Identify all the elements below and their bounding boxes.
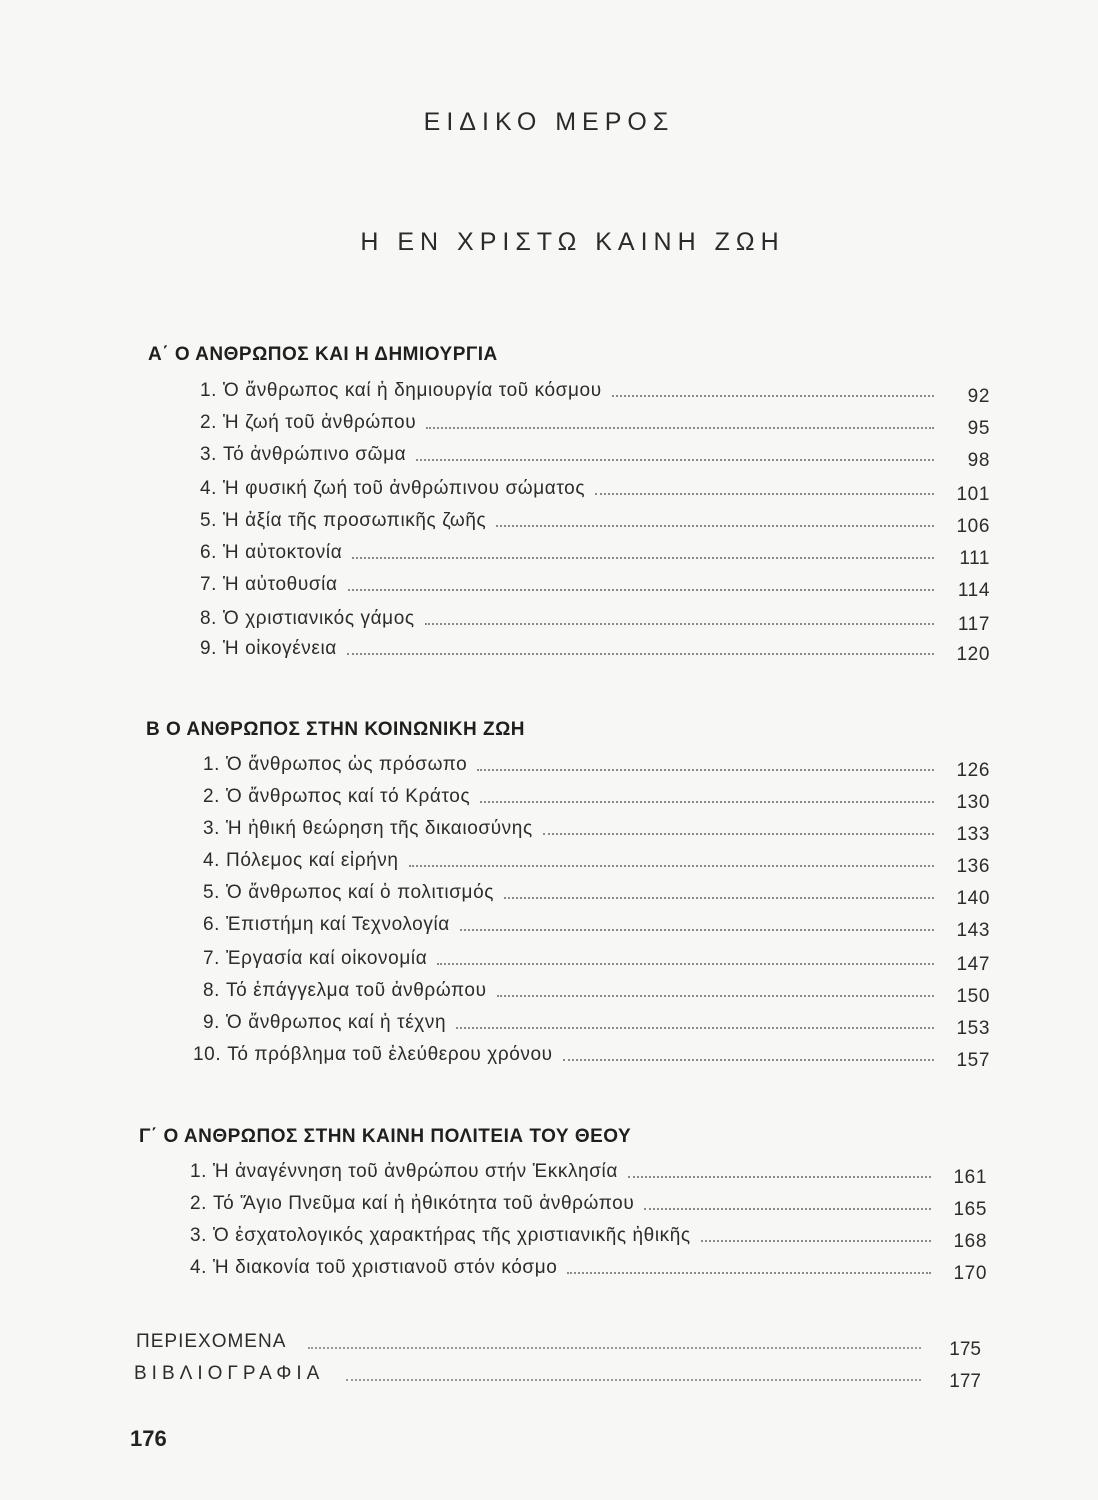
- entry-title: Ὁ ἄνθρωπος καί ἡ τέχνη: [226, 1012, 447, 1033]
- entry-page: 130: [956, 792, 990, 813]
- entry-page: 117: [957, 614, 990, 635]
- toc-entry: [200, 474, 990, 505]
- entry-title: Τό ἀνθρώπινο σῶμα: [223, 444, 407, 465]
- dot-leader: [563, 1058, 934, 1061]
- dot-leader: [437, 962, 934, 965]
- entry-page: 147: [956, 954, 990, 975]
- toc-entry: [190, 1221, 987, 1252]
- dot-leader: [497, 994, 934, 997]
- entry-number: 7.: [203, 948, 221, 969]
- entry-page: 170: [953, 1263, 987, 1284]
- dot-leader: [595, 492, 934, 495]
- entry-page: 92: [967, 386, 990, 407]
- toc-entry: [203, 910, 990, 941]
- entry-title: Ἡ αὐτοθυσία: [223, 574, 338, 595]
- toc-entry: [200, 506, 990, 537]
- entry-number: 2.: [190, 1193, 208, 1214]
- dot-leader: [701, 1239, 931, 1242]
- dot-leader: [409, 864, 934, 867]
- entry-title: ΒΙΒΛΙΟΓΡΑΦΙΑ: [134, 1363, 325, 1384]
- toc-entry-contents: [136, 1327, 981, 1360]
- dot-leader: [348, 588, 934, 591]
- entry-title: Ἡ ἀξία τῆς προσωπικῆς ζωῆς: [223, 510, 487, 531]
- entry-title: Ὁ ἐσχατολογικός χαρακτήρας τῆς χριστιανικῆς ἠθικῆς: [213, 1225, 691, 1246]
- entry-title: Ὁ ἄνθρωπος καί τό Κράτος: [226, 786, 471, 807]
- toc-entry: [193, 1040, 990, 1071]
- entry-title: Ὁ χριστιανικός γάμος: [223, 608, 415, 629]
- entry-title: Τό πρόβλημα τοῦ ἐλεύθερου χρόνου: [227, 1044, 553, 1065]
- entry-page: 140: [956, 888, 990, 909]
- entry-page: 136: [956, 856, 990, 877]
- entry-title: Ἡ διακονία τοῦ χριστιανοῦ στόν κόσμο: [213, 1257, 558, 1278]
- entry-title: Ἐργασία καί οἰκονομία: [226, 948, 428, 969]
- entry-title: ΠΕΡΙΕΧΟΜΕΝΑ: [136, 1331, 287, 1352]
- entry-number: 10.: [193, 1044, 222, 1065]
- entry-number: 5.: [203, 882, 221, 903]
- toc-entry: [200, 376, 990, 407]
- entry-number: 2.: [200, 412, 218, 433]
- entry-page: 157: [956, 1050, 990, 1071]
- entry-title: Ὁ ἄνθρωπος καί ἡ δημιουργία τοῦ κόσμου: [223, 380, 602, 401]
- toc-entry: [203, 944, 990, 975]
- dot-leader: [347, 652, 934, 655]
- entry-title: Ἐπιστήμη καί Τεχνολογία: [226, 914, 450, 935]
- entry-number: 4.: [190, 1257, 208, 1278]
- entry-page: 111: [959, 548, 990, 569]
- entry-page: 98: [967, 450, 990, 471]
- entry-number: 9.: [203, 1012, 221, 1033]
- dot-leader: [456, 1026, 934, 1029]
- entry-page: 101: [956, 484, 990, 505]
- dot-leader: [628, 1175, 931, 1178]
- dot-leader: [346, 1378, 921, 1381]
- toc-entry: [203, 814, 990, 845]
- toc-entry: [203, 878, 990, 909]
- entry-title: Ἡ οἰκογένεια: [223, 638, 337, 659]
- entry-page: 126: [956, 760, 990, 781]
- section-heading-a: Α΄ Ο ΑΝΘΡΩΠΟΣ ΚΑΙ Η ΔΗΜΙΟΥΡΓΙΑ: [148, 344, 498, 365]
- dot-leader: [480, 800, 934, 803]
- dot-leader: [426, 426, 934, 429]
- toc-entry: [200, 604, 990, 635]
- entry-page: 106: [956, 516, 990, 537]
- entry-number: 3.: [190, 1225, 208, 1246]
- entry-page: 153: [956, 1018, 990, 1039]
- entry-title: Ὁ ἄνθρωπος καί ὁ πολιτισμός: [226, 882, 494, 903]
- entry-number: 9.: [200, 638, 218, 659]
- entry-number: 5.: [200, 510, 218, 531]
- entry-page: 161: [953, 1167, 987, 1188]
- dot-leader: [567, 1271, 931, 1274]
- toc-entry: [200, 634, 990, 665]
- toc-entry: [200, 570, 990, 601]
- entry-page: 114: [957, 580, 990, 601]
- dot-leader: [644, 1207, 931, 1210]
- entry-number: 2.: [203, 786, 221, 807]
- toc-entry: [190, 1189, 987, 1220]
- entry-number: 6.: [203, 914, 221, 935]
- toc-entry: [200, 538, 990, 569]
- toc-entry: [203, 976, 990, 1007]
- entry-number: 1.: [200, 380, 218, 401]
- dot-leader: [352, 556, 934, 559]
- toc-entry: [200, 408, 990, 439]
- entry-number: 6.: [200, 542, 218, 563]
- entry-page: 133: [956, 824, 990, 845]
- dot-leader: [425, 622, 934, 625]
- dot-leader: [504, 896, 934, 899]
- toc-entry: [203, 750, 990, 781]
- part-subheading: Η ΕΝ ΧΡΙΣΤΩ ΚΑΙΝΗ ΖΩΗ: [360, 228, 785, 256]
- entry-number: 8.: [203, 980, 221, 1001]
- entry-number: 4.: [203, 850, 221, 871]
- entry-page: 168: [953, 1231, 987, 1252]
- entry-title: Ἡ ἠθική θεώρηση τῆς δικαιοσύνης: [226, 818, 533, 839]
- toc-entry-bibliography: [134, 1359, 981, 1392]
- part-heading: ΕΙΔΙΚΟ ΜΕΡΟΣ: [423, 108, 675, 136]
- entry-title: Τό ἐπάγγελμα τοῦ ἀνθρώπου: [226, 980, 487, 1001]
- entry-page: 165: [953, 1199, 987, 1220]
- entry-title: Τό Ἅγιο Πνεῦμα καί ἡ ἠθικότητα τοῦ ἀνθρώπου: [213, 1193, 635, 1214]
- page-number: 176: [130, 1426, 167, 1451]
- toc-entry: [203, 1008, 990, 1039]
- entry-page: 95: [967, 418, 990, 439]
- entry-number: 1.: [190, 1161, 208, 1182]
- dot-leader: [543, 832, 934, 835]
- toc-entry: [203, 846, 990, 877]
- section-heading-c: Γ΄ Ο ΑΝΘΡΩΠΟΣ ΣΤΗΝ ΚΑΙΝΗ ΠΟΛΙΤΕΙΑ ΤΟΥ ΘΕΟΥ: [139, 1126, 632, 1147]
- entry-number: 8.: [200, 608, 218, 629]
- entry-title: Ἡ ζωή τοῦ ἀνθρώπου: [223, 412, 417, 433]
- dot-leader: [308, 1346, 921, 1349]
- entry-page: 120: [956, 644, 990, 665]
- entry-title: Ἡ ἀναγέννηση τοῦ ἀνθρώπου στήν Ἐκκλησία: [213, 1161, 618, 1182]
- entry-title: Ἡ φυσική ζωή τοῦ ἀνθρώπινου σώματος: [223, 478, 586, 499]
- dot-leader: [496, 524, 934, 527]
- entry-number: 3.: [203, 818, 221, 839]
- entry-number: 1.: [203, 754, 221, 775]
- toc-entry: [190, 1157, 987, 1188]
- entry-page: 150: [956, 986, 990, 1007]
- entry-page: 177: [949, 1371, 981, 1392]
- entry-title: Ὁ ἄνθρωπος ὡς πρόσωπο: [226, 754, 468, 775]
- entry-page: 175: [949, 1339, 981, 1360]
- toc-entry: [200, 440, 990, 471]
- section-heading-b: Β Ο ΑΝΘΡΩΠΟΣ ΣΤΗΝ ΚΟΙΝΩΝΙΚΗ ΖΩΗ: [146, 719, 526, 740]
- entry-page: 143: [956, 920, 990, 941]
- entry-number: 4.: [200, 478, 218, 499]
- toc-entry: [190, 1253, 987, 1284]
- dot-leader: [460, 928, 934, 931]
- entry-number: 3.: [200, 444, 218, 465]
- entry-number: 7.: [200, 574, 218, 595]
- toc-entry: [203, 782, 990, 813]
- dot-leader: [477, 768, 934, 771]
- entry-title: Πόλεμος καί εἰρήνη: [226, 850, 399, 871]
- entry-title: Ἡ αὐτοκτονία: [223, 542, 343, 563]
- dot-leader: [612, 394, 934, 397]
- dot-leader: [416, 458, 934, 461]
